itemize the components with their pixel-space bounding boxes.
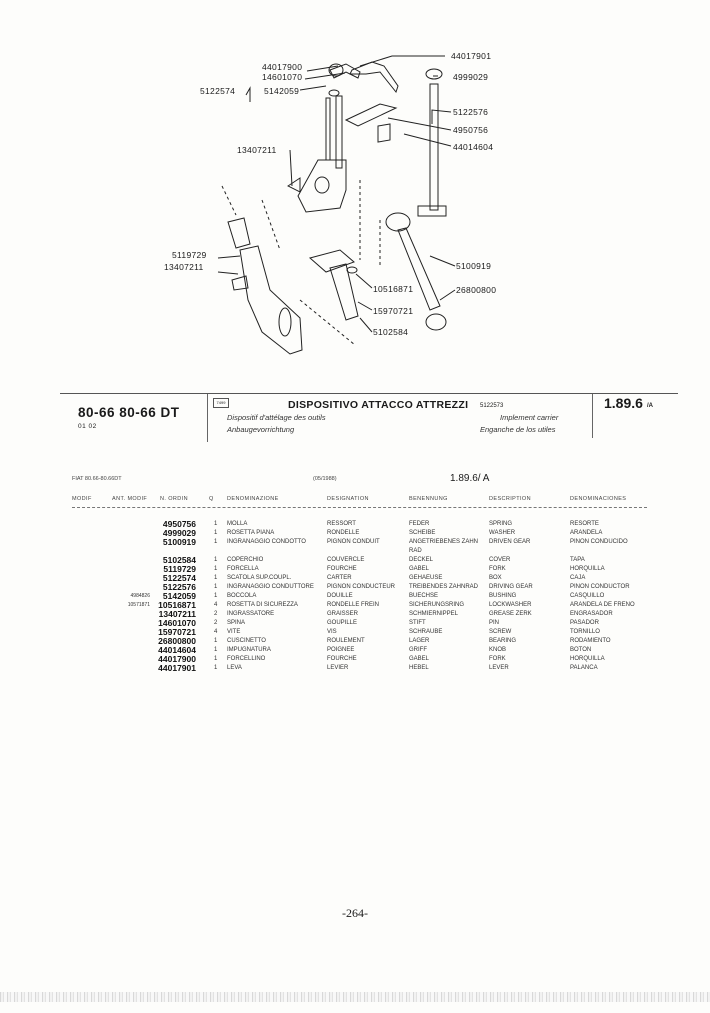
part-de-cell: SCHRAUBE bbox=[409, 629, 443, 635]
table-header-rule bbox=[72, 507, 647, 508]
part-en-cell: BUSHING bbox=[489, 593, 517, 599]
part-q-cell: 1 bbox=[214, 521, 218, 527]
part-de-cell: GABEL bbox=[409, 566, 430, 572]
table-row bbox=[0, 664, 710, 673]
part-code-cell: 4999029 bbox=[162, 528, 196, 538]
part-q-cell: 1 bbox=[214, 584, 218, 590]
part-es-cell: TAPA bbox=[570, 557, 585, 563]
part-de-cell: SCHEIBE bbox=[409, 530, 436, 536]
part-q-cell: 2 bbox=[214, 611, 218, 617]
part-de-cell: SICHERUNGSRING bbox=[409, 602, 465, 608]
part-es-cell: PINON CONDUCTOR bbox=[570, 584, 630, 590]
part-en-cell: DRIVEN GEAR bbox=[489, 539, 531, 545]
col-header-ant-modif: ANT. MODIF bbox=[112, 496, 148, 502]
col-header-modif: MODIF bbox=[72, 496, 92, 502]
part-it-cell: INGRANAGGIO CONDOTTO bbox=[227, 539, 306, 545]
part-en-cell: SCREW bbox=[489, 629, 512, 635]
part-en-cell: BOX bbox=[489, 575, 502, 581]
part-it-cell: FORCELLA bbox=[227, 566, 259, 572]
callout-26800800: 26800800 bbox=[456, 285, 497, 295]
part-fr-cell: DOUILLE bbox=[327, 593, 353, 599]
part-en-cell: BEARING bbox=[489, 638, 517, 644]
part-code-cell: 5122576 bbox=[162, 582, 196, 592]
table-row bbox=[0, 583, 710, 592]
part-fr-cell: FOURCHE bbox=[327, 656, 357, 662]
part-es-cell: HORQUILLA bbox=[570, 656, 605, 662]
part-it-cell: FORCELLINO bbox=[227, 656, 266, 662]
part-fr-cell: RONDELLE FREIN bbox=[327, 602, 380, 608]
part-es-cell: ENGRASADOR bbox=[570, 611, 613, 617]
col-header-benennung: BENENNUNG bbox=[409, 496, 448, 502]
section-title-de: Anbaugevorrichtung bbox=[227, 425, 295, 434]
part-it-cell: INGRANAGGIO CONDUTTORE bbox=[227, 584, 314, 590]
part-en-cell: FORK bbox=[489, 566, 506, 572]
table-row bbox=[0, 565, 710, 574]
part-q-cell: 2 bbox=[214, 620, 218, 626]
callout-5119729: 5119729 bbox=[172, 250, 207, 260]
part-fr-cell: GOUPILLE bbox=[327, 620, 358, 626]
callout-5102584: 5102584 bbox=[373, 327, 409, 337]
part-de-cell: GRIFF bbox=[409, 647, 427, 653]
part-fr-cell: RESSORT bbox=[327, 521, 356, 527]
part-q-cell: 1 bbox=[214, 665, 218, 671]
part-q-cell: 4 bbox=[214, 602, 218, 608]
part-en-cell: GREASE ZERK bbox=[489, 611, 532, 617]
model-subcode: 01 02 bbox=[78, 423, 97, 430]
callout-5142059: 5142059 bbox=[264, 86, 300, 96]
table-row bbox=[0, 537, 710, 554]
part-de-cell: ANGETRIEBENES ZAHN RAD bbox=[409, 539, 479, 554]
part-q-cell: 1 bbox=[214, 575, 218, 581]
part-fr-cell: COUVERCLE bbox=[327, 557, 365, 563]
table-date-label: (05/1988) bbox=[313, 476, 337, 482]
col-header-designation: DESIGNATION bbox=[327, 496, 369, 502]
part-it-cell: INGRASSATORE bbox=[227, 611, 275, 617]
title-divider-left bbox=[207, 394, 208, 442]
part-es-cell: ARANDELA DE FRENO bbox=[570, 602, 635, 608]
callout-10516871: 10516871 bbox=[373, 284, 414, 294]
part-code-cell: 4950756 bbox=[162, 519, 196, 529]
part-de-cell: HEBEL bbox=[409, 665, 429, 671]
part-it-cell: SPINA bbox=[227, 620, 246, 626]
table-row bbox=[0, 619, 710, 628]
section-title-fr: Dispositif d'attélage des outils bbox=[227, 413, 326, 422]
part-q-cell: 1 bbox=[214, 557, 218, 563]
table-row bbox=[0, 646, 710, 655]
part-es-cell: RESORTE bbox=[570, 521, 599, 527]
part-q-cell: 4 bbox=[214, 629, 218, 635]
part-de-cell: BUECHSE bbox=[409, 593, 439, 599]
callout-13407211-bottom: 13407211 bbox=[164, 262, 204, 272]
part-it-cell: BOCCOLA bbox=[227, 593, 257, 599]
part-en-cell: PIN bbox=[489, 620, 500, 626]
part-de-cell: LAGER bbox=[409, 638, 430, 644]
table-row bbox=[0, 628, 710, 637]
part-es-cell: RODAMIENTO bbox=[570, 638, 611, 644]
table-row bbox=[0, 574, 710, 583]
part-it-cell: MOLLA bbox=[227, 521, 248, 527]
part-it-cell: COPERCHIO bbox=[227, 557, 264, 563]
part-ant-cell: 4984826 bbox=[130, 593, 150, 599]
table-row bbox=[0, 601, 710, 610]
part-de-cell: STIFT bbox=[409, 620, 426, 626]
title-divider-right bbox=[592, 394, 593, 438]
part-fr-cell: PIGNON CONDUIT bbox=[327, 539, 380, 545]
part-en-cell: FORK bbox=[489, 656, 506, 662]
part-es-cell: BOTON bbox=[570, 647, 592, 653]
part-code-cell: 26800800 bbox=[158, 636, 196, 646]
part-code-cell: 10516871 bbox=[158, 600, 196, 610]
part-es-cell: HORQUILLA bbox=[570, 566, 605, 572]
page-reference-suffix: /A bbox=[647, 403, 653, 409]
table-page-reference: 1.89.6/ A bbox=[450, 473, 490, 484]
part-es-cell: CASQUILLO bbox=[570, 593, 605, 599]
part-de-cell: TREIBENDES ZAHNRAD bbox=[409, 584, 479, 590]
table-row bbox=[0, 529, 710, 538]
part-fr-cell: FOURCHE bbox=[327, 566, 357, 572]
part-code-cell: 5122574 bbox=[162, 573, 196, 583]
part-code-cell: 5100919 bbox=[162, 537, 196, 547]
callout-44017900: 44017900 bbox=[262, 62, 303, 72]
col-header-denominazione: DENOMINAZIONE bbox=[227, 496, 279, 502]
part-code-cell: 15970721 bbox=[158, 627, 196, 637]
part-de-cell: GEHAEUSE bbox=[409, 575, 443, 581]
callout-14601070: 14601070 bbox=[262, 72, 303, 82]
part-fr-cell: GRAISSER bbox=[327, 611, 359, 617]
page-number: -264- bbox=[342, 906, 368, 920]
part-es-cell: ARANDELA bbox=[570, 530, 603, 536]
part-code-cell: 14601070 bbox=[158, 618, 196, 628]
part-q-cell: 1 bbox=[214, 530, 218, 536]
part-q-cell: 1 bbox=[214, 593, 218, 599]
callout-5122574: 5122574 bbox=[200, 86, 236, 96]
part-code-cell: 44017901 bbox=[158, 663, 196, 673]
part-it-cell: CUSCINETTO bbox=[227, 638, 266, 644]
section-code-box: 7499 bbox=[213, 398, 229, 408]
part-it-cell: SCATOLA SUP.COUPL. bbox=[227, 575, 292, 581]
part-code-cell: 5119729 bbox=[163, 564, 196, 574]
part-fr-cell: POIGNEE bbox=[327, 647, 355, 653]
table-row bbox=[0, 520, 710, 529]
callout-15970721: 15970721 bbox=[373, 306, 414, 316]
table-row bbox=[0, 655, 710, 664]
part-q-cell: 1 bbox=[214, 647, 218, 653]
callout-44014604: 44014604 bbox=[453, 142, 494, 152]
section-title-code: 5122573 bbox=[480, 403, 504, 409]
part-q-cell: 1 bbox=[214, 566, 218, 572]
part-fr-cell: ROULEMENT bbox=[327, 638, 365, 644]
part-de-cell: SCHMIERNIPPEL bbox=[409, 611, 459, 617]
callout-4950756: 4950756 bbox=[453, 125, 489, 135]
part-ant-cell: 10571871 bbox=[127, 602, 150, 608]
part-fr-cell: LEVIER bbox=[327, 665, 349, 671]
part-en-cell: COVER bbox=[489, 557, 511, 563]
table-row bbox=[0, 610, 710, 619]
part-de-cell: FEDER bbox=[409, 521, 430, 527]
page-reference: 1.89.6 bbox=[604, 395, 643, 411]
part-es-cell: PINON CONDUCIDO bbox=[570, 539, 628, 545]
table-model-label: FIAT 80.66-80.66DT bbox=[72, 476, 122, 482]
callout-44017901: 44017901 bbox=[451, 51, 492, 61]
part-es-cell: PALANCA bbox=[570, 665, 598, 671]
part-fr-cell: RONDELLE bbox=[327, 530, 360, 536]
part-es-cell: CAJA bbox=[570, 575, 586, 581]
part-fr-cell: PIGNON CONDUCTEUR bbox=[327, 584, 396, 590]
callout-5122576: 5122576 bbox=[453, 107, 489, 117]
part-it-cell: IMPUGNATURA bbox=[227, 647, 271, 653]
part-it-cell: ROSETTA PIANA bbox=[227, 530, 275, 536]
col-header-description: DESCRIPTION bbox=[489, 496, 531, 502]
part-it-cell: VITE bbox=[227, 629, 241, 635]
part-en-cell: WASHER bbox=[489, 530, 516, 536]
callout-13407211-top: 13407211 bbox=[237, 145, 277, 155]
col-header-denominaciones: DENOMINACIONES bbox=[570, 496, 627, 502]
part-q-cell: 1 bbox=[214, 656, 218, 662]
scan-edge-strip bbox=[0, 992, 710, 1002]
part-fr-cell: CARTER bbox=[327, 575, 352, 581]
title-top-rule bbox=[60, 393, 678, 394]
part-en-cell: SPRING bbox=[489, 521, 513, 527]
part-q-cell: 1 bbox=[214, 638, 218, 644]
part-code-cell: 5102584 bbox=[162, 555, 196, 565]
col-header-n-ordin: N. ORDIN bbox=[160, 496, 188, 502]
part-code-cell: 13407211 bbox=[158, 609, 196, 619]
table-row bbox=[0, 592, 710, 601]
part-code-cell: 44014604 bbox=[158, 645, 196, 655]
part-q-cell: 1 bbox=[214, 539, 218, 545]
section-title-es: Enganche de los utiles bbox=[480, 425, 556, 434]
part-it-cell: LEVA bbox=[227, 665, 242, 671]
part-en-cell: LOCKWASHER bbox=[489, 602, 532, 608]
part-fr-cell: VIS bbox=[327, 629, 337, 635]
callout-4999029: 4999029 bbox=[453, 72, 489, 82]
part-es-cell: PASADOR bbox=[570, 620, 599, 626]
part-de-cell: GABEL bbox=[409, 656, 430, 662]
part-de-cell: DECKEL bbox=[409, 557, 434, 563]
table-row bbox=[0, 637, 710, 646]
part-es-cell: TORNILLO bbox=[570, 629, 600, 635]
part-it-cell: ROSETTA DI SICUREZZA bbox=[227, 602, 298, 608]
part-code-cell: 44017900 bbox=[158, 654, 196, 664]
col-header-q: Q bbox=[209, 496, 214, 502]
part-en-cell: DRIVING GEAR bbox=[489, 584, 533, 590]
table-row bbox=[0, 556, 710, 565]
model-designation: 80-66 80-66 DT bbox=[78, 405, 180, 420]
section-title-en: Implement carrier bbox=[500, 413, 559, 422]
part-en-cell: KNOB bbox=[489, 647, 507, 653]
part-en-cell: LEVER bbox=[489, 665, 509, 671]
part-code-cell: 5142059 bbox=[162, 591, 196, 601]
exploded-parts-diagram bbox=[0, 0, 710, 380]
section-title-it: DISPOSITIVO ATTACCO ATTREZZI bbox=[288, 399, 469, 411]
callout-5100919: 5100919 bbox=[456, 261, 492, 271]
